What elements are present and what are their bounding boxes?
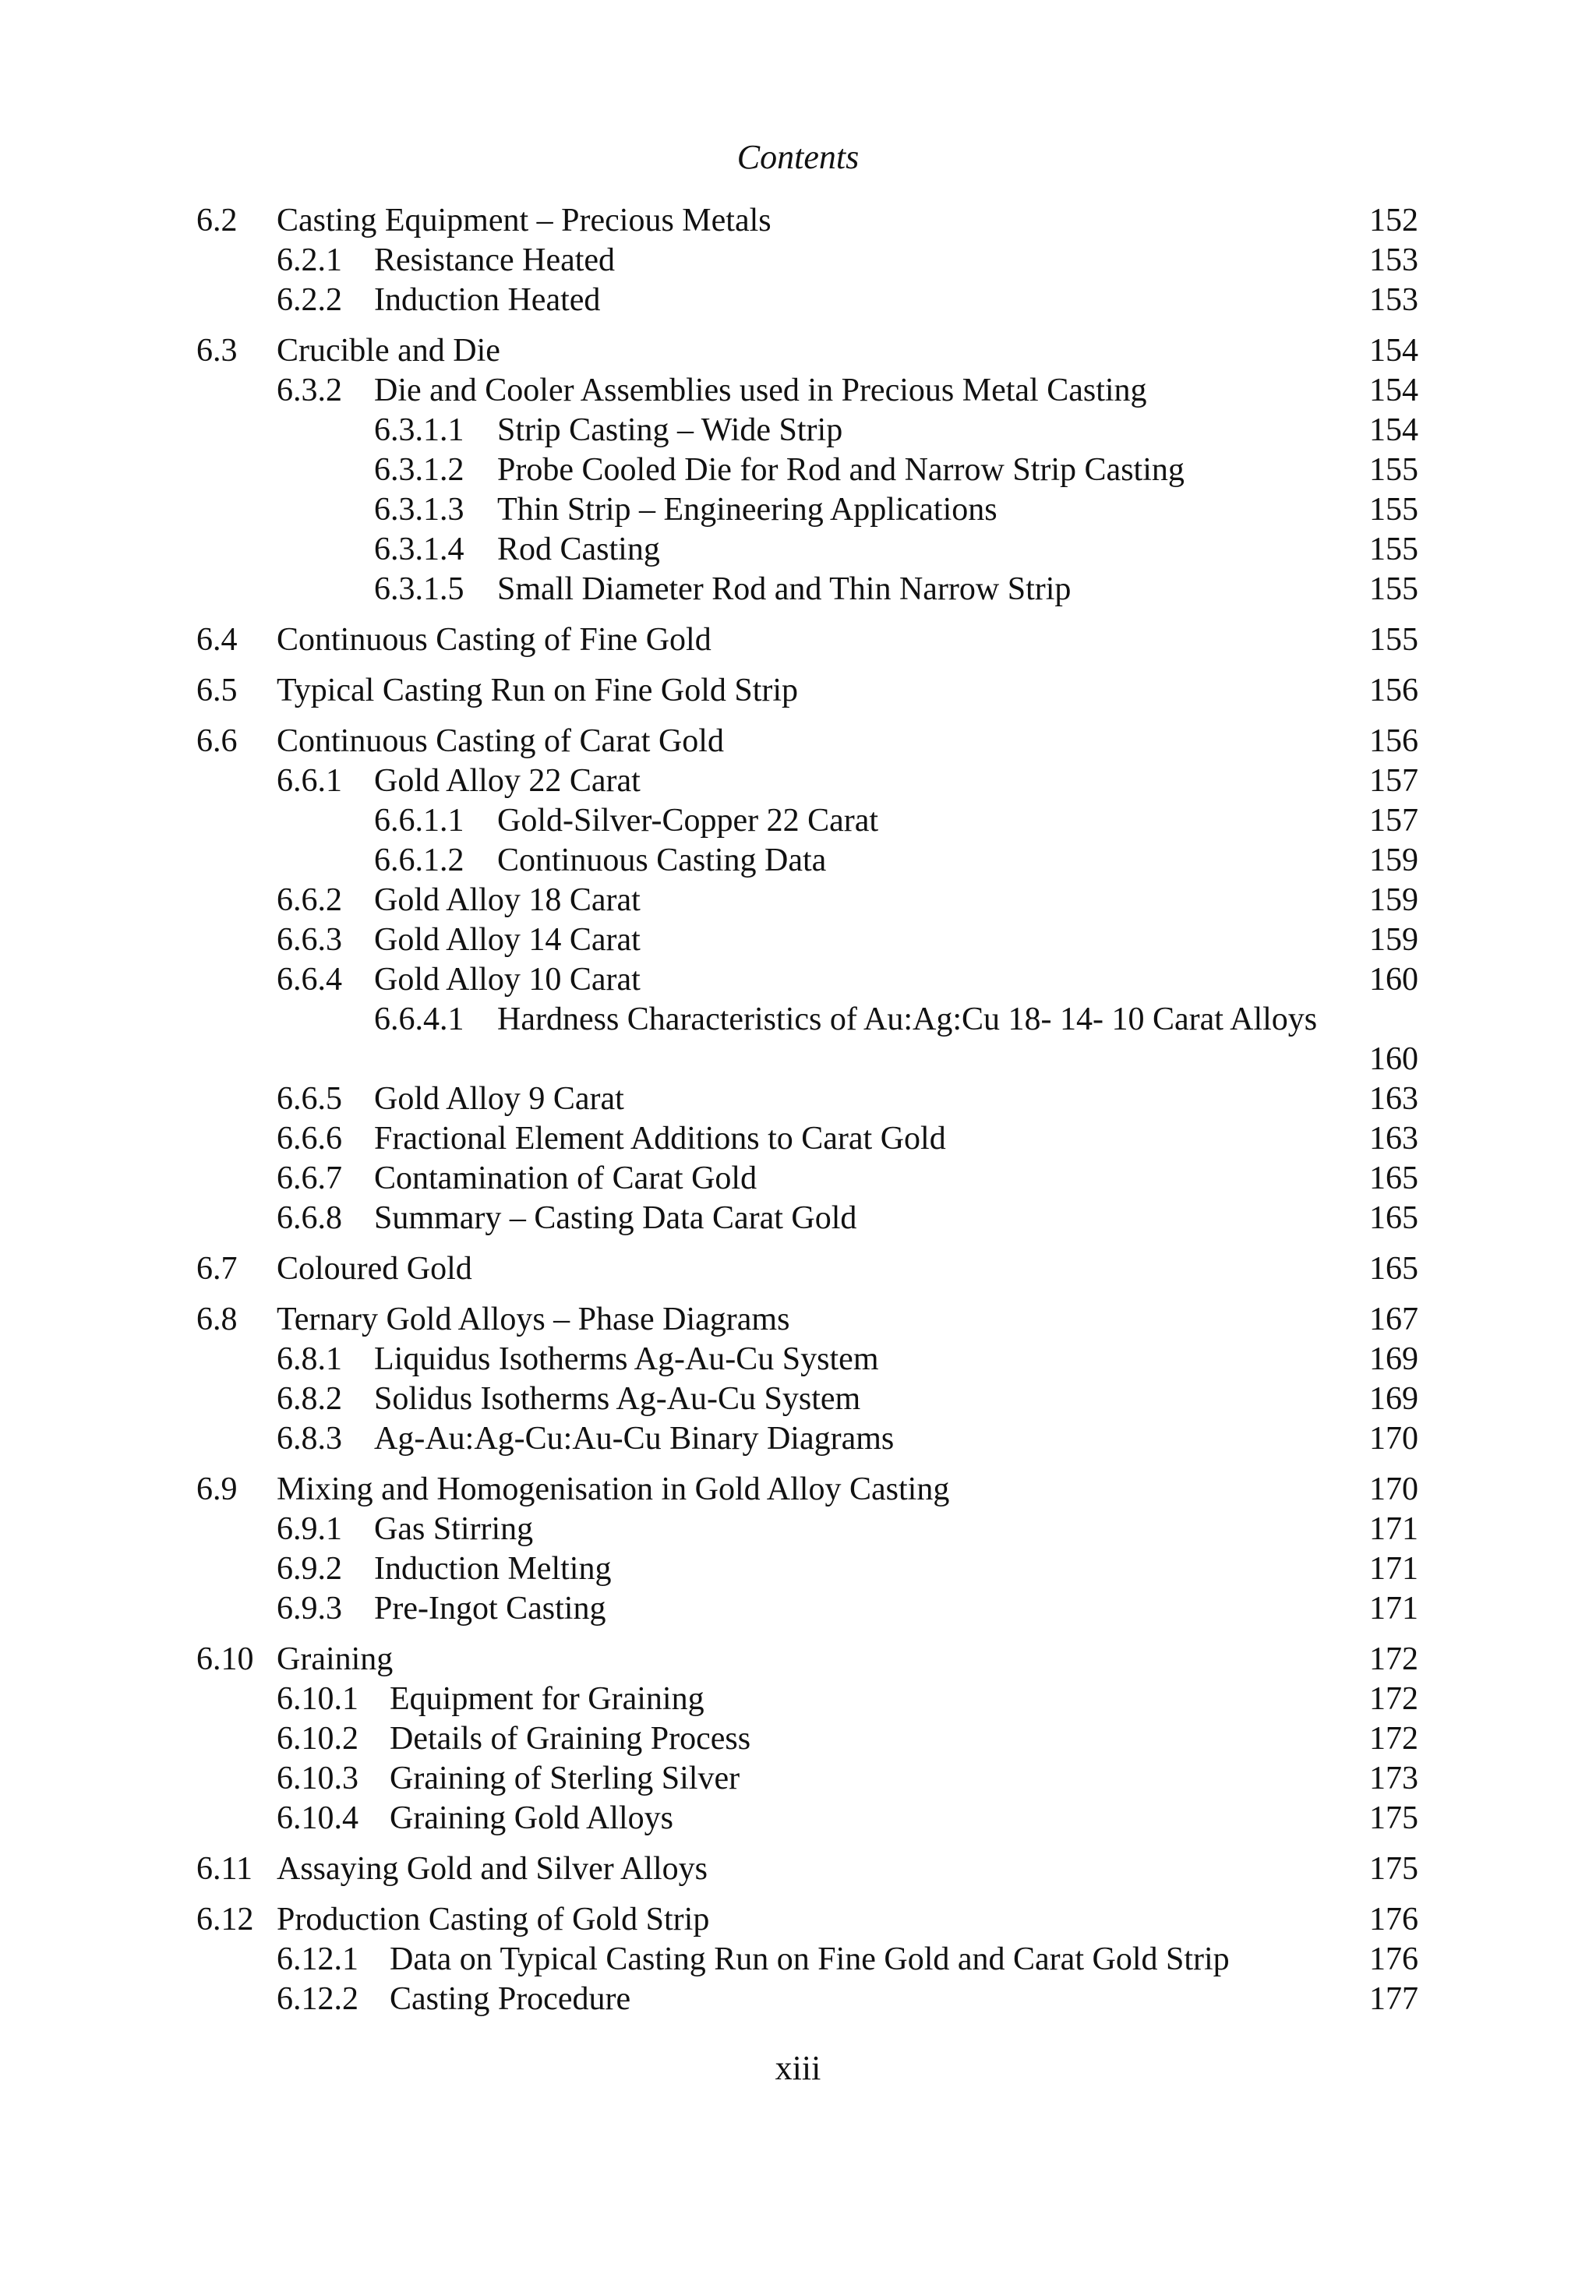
toc-entry-number: 6.6.5	[277, 1081, 342, 1117]
toc-entry-number: 6.6.7	[277, 1160, 342, 1196]
toc-entry-title: Gold-Silver-Copper 22 Carat	[497, 803, 879, 839]
toc-entry-page: 172	[1369, 1721, 1418, 1757]
toc-entry-number: 6.10	[196, 1641, 254, 1677]
toc-entry	[196, 1759, 1418, 1799]
toc-entry	[196, 841, 1418, 881]
toc-entry-number: 6.3.1.2	[374, 452, 464, 488]
toc-entry	[196, 1849, 1418, 1889]
toc-entry-title: Graining	[277, 1641, 394, 1677]
toc-entry-page: 172	[1369, 1681, 1418, 1717]
toc-entry-title: Contamination of Carat Gold	[374, 1160, 757, 1196]
toc-entry-number: 6.3.1.1	[374, 412, 464, 448]
toc-entry-number: 6.6	[196, 723, 238, 759]
toc-entry-page: 169	[1369, 1341, 1418, 1377]
toc-entry-title: Liquidus Isotherms Ag-Au-Cu System	[374, 1341, 879, 1377]
toc-entry-page: 156	[1369, 673, 1418, 708]
toc-entry	[196, 801, 1418, 841]
toc-entry-title: Casting Equipment – Precious Metals	[277, 203, 772, 238]
toc-entry-number: 6.5	[196, 673, 238, 708]
toc-entry-page: 171	[1369, 1551, 1418, 1587]
toc-entry	[196, 761, 1418, 801]
toc-entry-title: Small Diameter Rod and Thin Narrow Strip	[497, 571, 1072, 607]
toc-entry-page: 171	[1369, 1591, 1418, 1627]
toc-entry-page: 159	[1369, 922, 1418, 958]
toc-entry-title: Resistance Heated	[374, 242, 616, 278]
toc-entry	[196, 450, 1418, 490]
toc-entry-number: 6.8.2	[277, 1381, 342, 1417]
toc-entry-number: 6.2	[196, 203, 238, 238]
toc-entry	[196, 241, 1418, 281]
toc-entry	[196, 1719, 1418, 1759]
toc-entry	[196, 1470, 1418, 1510]
toc-entry-page: 154	[1369, 373, 1418, 408]
toc-entry	[196, 1249, 1418, 1289]
toc-entry-number: 6.8	[196, 1302, 238, 1337]
toc-entry-number: 6.3	[196, 333, 238, 369]
toc-entry	[196, 1119, 1418, 1159]
toc-entry-page: 173	[1369, 1761, 1418, 1796]
toc-entry-page: 170	[1369, 1471, 1418, 1507]
toc-entry-page: 176	[1369, 1902, 1418, 1937]
toc-entry-title: Continuous Casting Data	[497, 842, 827, 878]
toc-entry-number: 6.6.2	[277, 882, 342, 918]
toc-entry-title: Fractional Element Additions to Carat Gold	[374, 1121, 946, 1157]
toc-entry-page: 155	[1369, 571, 1418, 607]
toc-entry-page: 171	[1369, 1511, 1418, 1547]
toc-entry	[196, 1900, 1418, 1940]
toc-entry-page: 165	[1369, 1160, 1418, 1196]
toc-entry-page: 169	[1369, 1381, 1418, 1417]
toc-entry-number: 6.7	[196, 1251, 238, 1287]
toc-entry-number: 6.6.6	[277, 1121, 342, 1157]
toc-entry-title: Summary – Casting Data Carat Gold	[374, 1200, 857, 1236]
toc-entry-title: Coloured Gold	[277, 1251, 472, 1287]
toc-entry	[196, 960, 1418, 1000]
toc-entry-number: 6.3.2	[277, 373, 342, 408]
toc-entry-page: 157	[1369, 763, 1418, 799]
toc-entry-title: Thin Strip – Engineering Applications	[497, 492, 998, 528]
toc-entry-page: 160	[1369, 962, 1418, 998]
toc-entry	[196, 1199, 1418, 1238]
toc-entry-title: Graining Gold Alloys	[390, 1800, 673, 1836]
toc-entry-page: 163	[1369, 1121, 1418, 1157]
toc-entry	[196, 490, 1418, 530]
toc-entry-title: Data on Typical Casting Run on Fine Gold and Carat Gold Strip	[390, 1941, 1230, 1977]
toc-entry-number: 6.9.1	[277, 1511, 342, 1547]
toc-entry-title: Gold Alloy 14 Carat	[374, 922, 641, 958]
toc-entry-page: 175	[1369, 1851, 1418, 1887]
toc-entry-number: 6.8.1	[277, 1341, 342, 1377]
toc-entry	[196, 1159, 1418, 1199]
toc-entry-page: 155	[1369, 622, 1418, 658]
toc-entry-page: 155	[1369, 492, 1418, 528]
toc-entry-page: 172	[1369, 1641, 1418, 1677]
toc-entry-page: 153	[1369, 282, 1418, 318]
toc-entry-page: 165	[1369, 1200, 1418, 1236]
toc-entry-title: Induction Heated	[374, 282, 601, 318]
toc-entry	[196, 331, 1418, 371]
toc-entry-page: 165	[1369, 1251, 1418, 1287]
toc-entry	[196, 920, 1418, 960]
toc-entry	[196, 881, 1418, 920]
toc-entry-title: Typical Casting Run on Fine Gold Strip	[277, 673, 799, 708]
toc-entry-number: 6.10.1	[277, 1681, 358, 1717]
toc-entry	[196, 1510, 1418, 1549]
toc-entry-page: 154	[1369, 412, 1418, 448]
toc-entry	[196, 1000, 1418, 1079]
toc-entry-title: Assaying Gold and Silver Alloys	[277, 1851, 708, 1887]
toc-entry-page: 175	[1369, 1800, 1418, 1836]
toc-entry-number: 6.10.3	[277, 1761, 358, 1796]
toc-entry-number: 6.9.2	[277, 1551, 342, 1587]
table-of-contents	[196, 201, 1418, 2019]
toc-entry-number: 6.6.1.1	[374, 803, 464, 839]
toc-entry-page: 156	[1369, 723, 1418, 759]
toc-entry-title: Ag-Au:Ag-Cu:Au-Cu Binary Diagrams	[374, 1421, 895, 1457]
toc-entry-title: Gold Alloy 10 Carat	[374, 962, 641, 998]
toc-entry	[196, 1640, 1418, 1680]
toc-entry	[196, 671, 1418, 711]
toc-entry-title: Equipment for Graining	[390, 1681, 704, 1717]
toc-entry-title: Details of Graining Process	[390, 1721, 751, 1757]
toc-entry-title: Continuous Casting of Carat Gold	[277, 723, 724, 759]
toc-entry-number: 6.6.4	[277, 962, 342, 998]
toc-entry	[196, 371, 1418, 411]
toc-entry	[196, 281, 1418, 320]
running-head: Contents	[736, 138, 860, 176]
toc-entry	[196, 201, 1418, 241]
toc-entry-page: 152	[1369, 203, 1418, 238]
toc-entry-number: 6.11	[196, 1851, 252, 1887]
toc-entry-number: 6.6.1	[277, 763, 342, 799]
toc-entry	[196, 722, 1418, 761]
toc-entry-page: 176	[1369, 1941, 1418, 1977]
toc-entry-title: Strip Casting – Wide Strip	[497, 412, 843, 448]
toc-entry-number: 6.6.4.1	[374, 1001, 464, 1037]
toc-entry	[196, 1799, 1418, 1839]
toc-entry-number: 6.12	[196, 1902, 254, 1937]
toc-entry-title: Production Casting of Gold Strip	[277, 1902, 710, 1937]
toc-entry-title: Pre-Ingot Casting	[374, 1591, 606, 1627]
toc-entry	[196, 530, 1418, 570]
toc-entry-number: 6.6.8	[277, 1200, 342, 1236]
toc-entry-number: 6.9	[196, 1471, 238, 1507]
toc-entry	[196, 1379, 1418, 1419]
toc-entry-title: Die and Cooler Assemblies used in Precious Metal Casting	[374, 373, 1147, 408]
toc-entry-number: 6.3.1.4	[374, 532, 464, 567]
toc-entry-page: 159	[1369, 842, 1418, 878]
toc-entry	[196, 1340, 1418, 1379]
toc-entry-page: 159	[1369, 882, 1418, 918]
toc-entry-page: 167	[1369, 1302, 1418, 1337]
toc-entry-title: Gold Alloy 9 Carat	[374, 1081, 624, 1117]
toc-entry-title: Solidus Isotherms Ag-Au-Cu System	[374, 1381, 861, 1417]
toc-entry-number: 6.9.3	[277, 1591, 342, 1627]
toc-entry	[196, 1680, 1418, 1719]
toc-entry-page: 154	[1369, 333, 1418, 369]
toc-entry	[196, 1419, 1418, 1459]
toc-entry-number: 6.2.2	[277, 282, 342, 318]
toc-entry	[196, 411, 1418, 450]
toc-entry-title: Crucible and Die	[277, 333, 500, 369]
toc-entry-title: Rod Casting	[497, 532, 660, 567]
toc-entry-page: 170	[1369, 1421, 1418, 1457]
toc-entry-title: Gold Alloy 22 Carat	[374, 763, 641, 799]
toc-entry	[196, 1940, 1418, 1980]
toc-entry-number: 6.2.1	[277, 242, 342, 278]
toc-entry	[196, 1549, 1418, 1589]
toc-entry-number: 6.3.1.3	[374, 492, 464, 528]
toc-entry-title: Mixing and Homogenisation in Gold Alloy Casting	[277, 1471, 950, 1507]
toc-entry-number: 6.3.1.5	[374, 571, 464, 607]
toc-entry-page: 157	[1369, 803, 1418, 839]
toc-entry-title: Gas Stirring	[374, 1511, 534, 1547]
toc-entry-page: 177	[1369, 1981, 1418, 2017]
toc-entry-number: 6.6.1.2	[374, 842, 464, 878]
toc-entry-page: 163	[1369, 1081, 1418, 1117]
toc-entry-title: Casting Procedure	[390, 1981, 631, 2017]
toc-entry-title: Probe Cooled Die for Rod and Narrow Strip Casting	[497, 452, 1185, 488]
toc-entry-page: 155	[1369, 452, 1418, 488]
toc-entry-number: 6.12.2	[277, 1981, 358, 2017]
toc-entry	[196, 570, 1418, 609]
toc-entry	[196, 620, 1418, 660]
toc-entry-title: Gold Alloy 18 Carat	[374, 882, 641, 918]
toc-entry-title: Induction Melting	[374, 1551, 612, 1587]
toc-entry-number: 6.10.2	[277, 1721, 358, 1757]
toc-entry	[196, 1589, 1418, 1629]
toc-entry-number: 6.12.1	[277, 1941, 358, 1977]
toc-entry-page: 153	[1369, 242, 1418, 278]
toc-entry-number: 6.10.4	[277, 1800, 358, 1836]
toc-entry-title: Graining of Sterling Silver	[390, 1761, 740, 1796]
toc-entry-title: Hardness Characteristics of Au:Ag:Cu 18- 14- 10 Carat Alloys	[497, 1001, 1318, 1037]
toc-entry	[196, 1079, 1418, 1119]
toc-entry-page: 160	[1369, 1041, 1418, 1077]
toc-entry-number: 6.6.3	[277, 922, 342, 958]
page-folio: xiii	[775, 2049, 821, 2087]
toc-entry-number: 6.4	[196, 622, 238, 658]
toc-entry-page: 155	[1369, 532, 1418, 567]
toc-entry	[196, 1300, 1418, 1340]
toc-entry-title: Continuous Casting of Fine Gold	[277, 622, 711, 658]
toc-entry	[196, 1980, 1418, 2019]
toc-entry-number: 6.8.3	[277, 1421, 342, 1457]
toc-entry-title: Ternary Gold Alloys – Phase Diagrams	[277, 1302, 790, 1337]
